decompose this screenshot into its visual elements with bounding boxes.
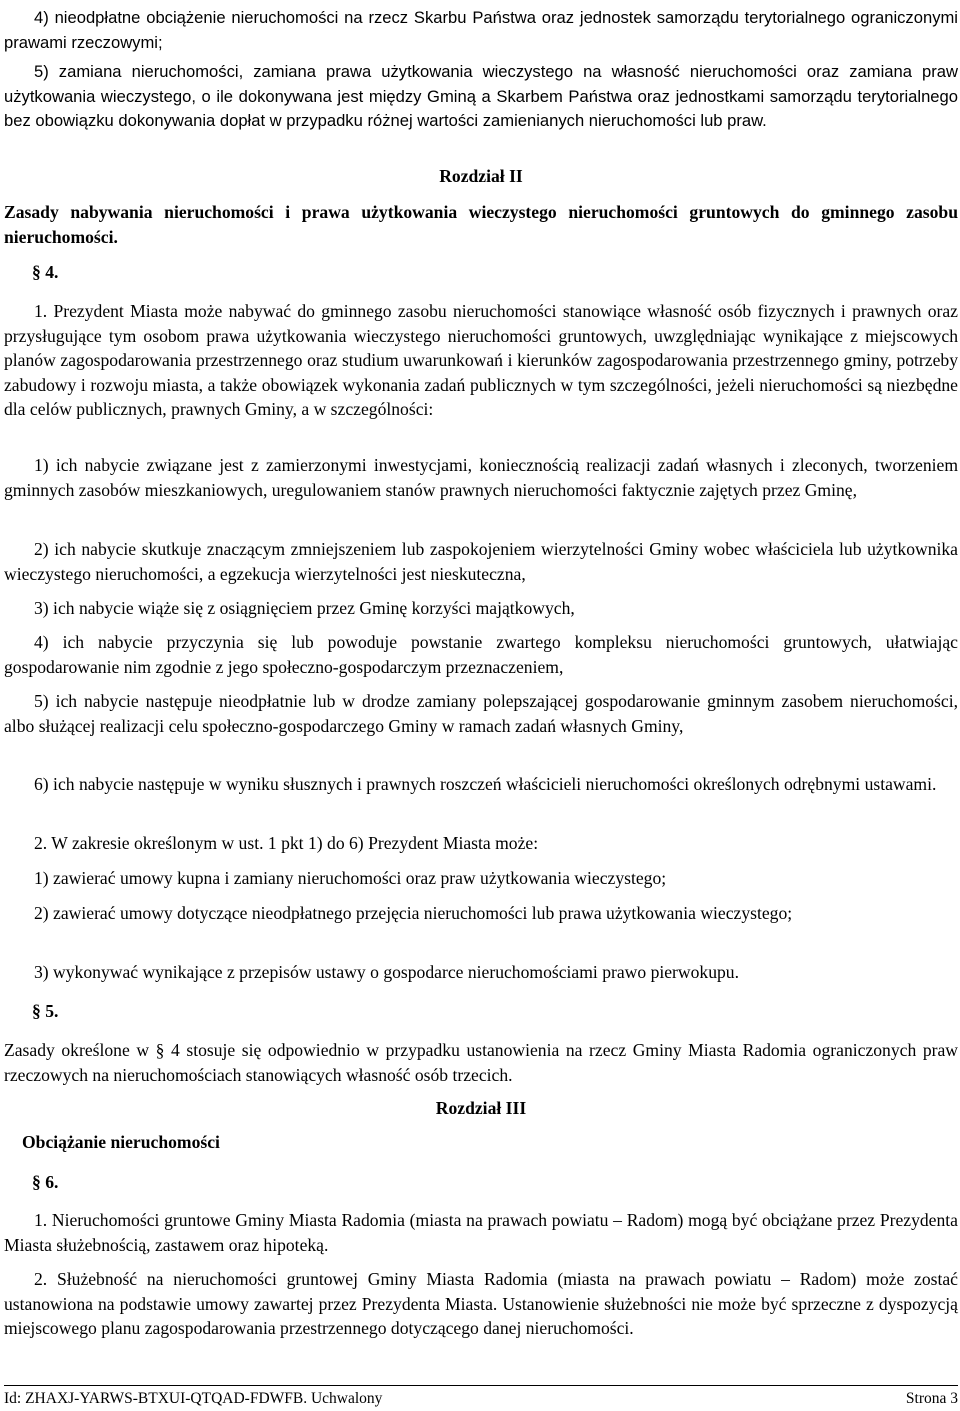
section-symbol: §: [32, 1001, 41, 1021]
chapter-3-heading: Rozdział III: [435, 1098, 527, 1118]
section-4-point-5: 5) ich nabycie następuje nieodpłatnie lub w drodze zamiany polepszającej gospodarowanie gminnym zasobem nieruchomości, albo służącej realizacji celu społeczno-gospodarczego Gminy w ramach zadań własnych Gminy,: [4, 691, 958, 736]
section-6-paragraph-2: 2. Służebność na nieruchomości gruntowej Gminy Miasta Radomia (miasta na prawach powiatu – Radom) może zostać ustanowiona na podstawie umowy zawartej przez Prezydenta Miasta. Ustanowienie służebności nie może być sprzeczne z dyspozycją miejscowego planu zagospodarowania przestrzennego dotyczącego danej nieruchomości.: [4, 1269, 958, 1338]
section-4-point-3: 3) ich nabycie wiąże się z osiągnięciem przez Gminę korzyści majątkowych,: [34, 598, 575, 618]
section-5-text: Zasady określone w § 4 stosuje się odpowiednio w przypadku ustanowienia na rzecz Gminy Miasta Radomia ograniczonych praw rzeczowych na nieruchomościach stanowiących własność osób trzecich.: [4, 1040, 958, 1085]
chapter-2-title: Zasady nabywania nieruchomości i prawa użytkowania wieczystego nieruchomości gruntowych do gminnego zasobu nieruchomości.: [4, 202, 958, 247]
section-symbol: §: [32, 1172, 41, 1192]
section-4-2-point-2: 2) zawierać umowy dotyczące nieodpłatnego przejęcia nieruchomości lub prawa użytkowania wieczystego;: [34, 903, 793, 923]
document-id: Id: ZHAXJ-YARWS-BTXUI-QTQAD-FDWFB. Uchwalony: [4, 1390, 383, 1407]
page-number: Strona 3: [905, 1390, 958, 1407]
paragraph-item-5: 5) zamiana nieruchomości, zamiana prawa użytkowania wieczystego na własność nieruchomości oraz zamiana praw użytkowania wieczystego, o ile dokonywana jest między Gminą a Skarbem Państwa oraz jednostkami samorządu terytorialnego bez obowiązku dokonywania dopłat w przypadku różnej wartości zamienianych nieruchomości lub praw.: [4, 62, 958, 130]
section-4-point-2: 2) ich nabycie skutkuje znaczącym zmniejszeniem lub zaspokojeniem wierzytelności Gminy wobec właściciela lub użytkownika wieczystego nieruchomości, a egzekucja wierzytelności jest nieskuteczna,: [4, 539, 958, 584]
section-4-2-point-3: 3) wykonywać wynikające z przepisów ustawy o gospodarce nieruchomościami prawo pierwokupu.: [34, 962, 740, 982]
chapter-2-heading: Rozdział II: [439, 166, 523, 186]
chapter-3-title: Obciążanie nieruchomości: [22, 1132, 220, 1152]
section-4-paragraph-1: 1. Prezydent Miasta może nabywać do gminnego zasobu nieruchomości stanowiące własność osób fizycznych i prawnych oraz przysługujące tym osobom prawa użytkowania wieczystego nieruchomości gruntowych, uwzględniając wynikające z miejscowych planów zagospodarowania przestrzennego oraz studium uwarunkowań i kierunków zagospodarowania przestrzennego gminy, potrzeby zabudowy i rozwoju miasta, a także obowiązek wykonania zadań publicznych w tym szczególności, jeżeli nieruchomości są niezbędne dla celów publicznych, prawnych Gminy, a w szczególności:: [4, 301, 958, 419]
section-symbol: §: [32, 262, 41, 282]
section-4-point-4: 4) ich nabycie przyczynia się lub powoduje powstanie zwartego kompleksu nieruchomości gruntowych, ułatwiając gospodarowanie nim zgodnie z jego społeczno-gospodarczym przeznaczeniem,: [4, 632, 958, 677]
section-4-paragraph-2: 2. W zakresie określonym w ust. 1 pkt 1) do 6) Prezydent Miasta może:: [34, 833, 539, 853]
section-5-number: § 5.: [32, 1001, 59, 1021]
section-4-2-point-1: 1) zawierać umowy kupna i zamiany nieruchomości oraz praw użytkowania wieczystego;: [34, 868, 667, 888]
page-footer: [4, 1385, 958, 1410]
section-6-paragraph-1: 1. Nieruchomości gruntowe Gminy Miasta Radomia (miasta na prawach powiatu – Radom) mogą być obciążane przez Prezydenta Miasta służebnością, zastawem oraz hipoteką.: [4, 1210, 958, 1255]
paragraph-item-4: 4) nieodpłatne obciążenie nieruchomości na rzecz Skarbu Państwa oraz jednostek samorządu terytorialnego ograniczonymi prawami rzeczowymi;: [4, 8, 958, 52]
section-4-number: § 4.: [32, 262, 59, 282]
section-4-point-1: 1) ich nabycie związane jest z zamierzonymi inwestycjami, koniecznością realizacji zadań własnych i zleconych, tworzeniem gminnych zasobów mieszkaniowych, uregulowaniem stanów prawnych nieruchomości faktycznie zajętych przez Gminę,: [4, 455, 958, 500]
section-6-number: § 6.: [32, 1172, 59, 1192]
section-4-point-6: 6) ich nabycie następuje w wyniku słusznych i prawnych roszczeń właścicieli nieruchomości określonych odrębnymi ustawami.: [34, 774, 937, 794]
